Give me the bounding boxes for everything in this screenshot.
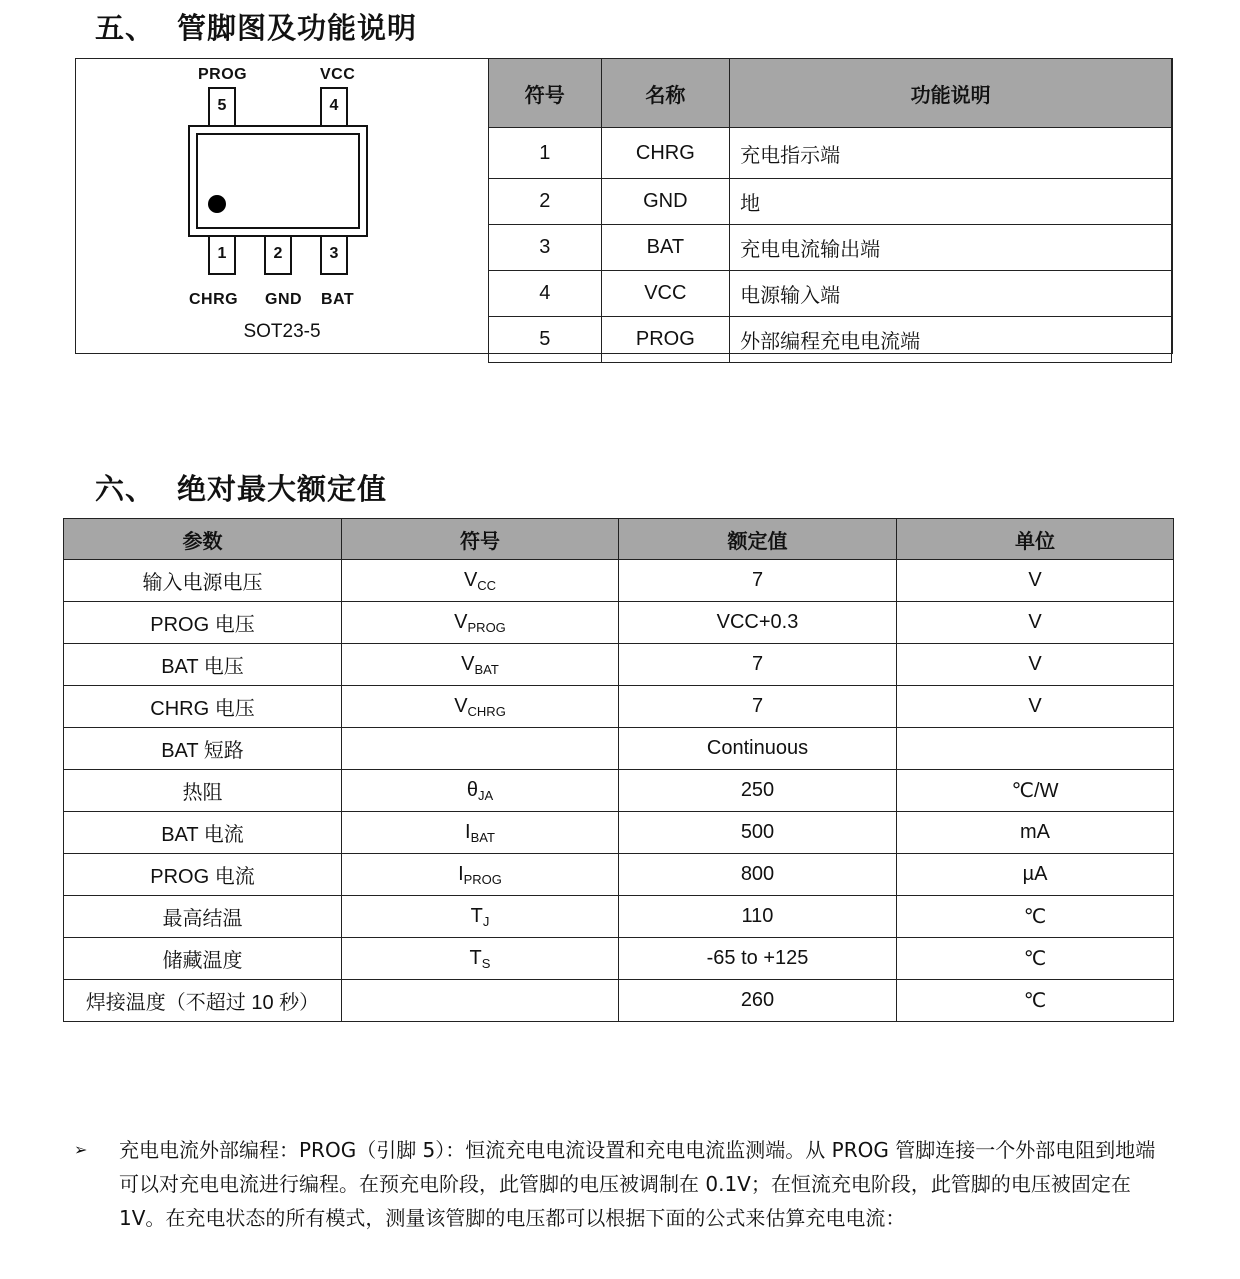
table-row [489,317,1172,363]
symbol-main: V [463,568,478,591]
bullet-arrow-icon: ➢ [74,1140,88,1159]
table-row [489,271,1172,317]
pin-number: 3 [489,225,602,271]
parameter-cell: PROG 电流 [64,854,342,896]
rating-value-cell: 7 [619,686,897,728]
parameter-cell: BAT 电压 [64,644,342,686]
table-row [64,644,1174,686]
section-6-title: 绝对最大额定值 [177,472,388,506]
pin-name: GND [601,179,730,225]
unit-cell [897,728,1174,770]
unit-cell: V [897,686,1174,728]
col-header-name: 名称 [601,59,730,128]
section-5-title: 管脚图及功能说明 [177,11,418,45]
pin-name: CHRG [601,128,730,179]
symbol-cell [342,854,619,896]
col-header-symbol: 符号 [489,59,602,128]
table-row [489,225,1172,271]
symbol-main: I [465,820,471,843]
pin-function-box [75,58,1173,354]
col-header-parameter: 参数 [64,519,342,560]
section-6-number: 六、 [95,472,156,506]
parameter-cell: 热阻 [64,770,342,812]
unit-cell: V [897,602,1174,644]
section-5-number: 五、 [95,11,156,45]
symbol-cell [342,812,619,854]
parameter-cell: 输入电源电压 [64,560,342,602]
pin-number: 4 [489,271,602,317]
package-label: SOT23-5 [243,321,321,342]
symbol-subscript: BAT [474,661,499,677]
unit-cell: V [897,644,1174,686]
symbol-cell [342,980,619,1022]
rating-value-cell: 260 [619,980,897,1022]
section-6-heading [95,467,387,508]
pin-label-prog: PROG [198,66,248,83]
symbol-main: V [454,694,468,717]
parameter-cell: BAT 电流 [64,812,342,854]
prog-note-text: 充电电流外部编程：PROG（引脚 5）：恒流充电电流设置和充电电流监测端。从 PROG 管脚连接一个外部电阻到地端可以对充电电流进行编程。在预充电阶段，此管脚的电压被调制在 0.1V；在恒流充电阶段，此管脚的电压被固定在 1V。在充电状态的所有模式，测量该管脚的电压都可以根据下面的公式来估算充电电流： [119,1138,1156,1230]
unit-cell: ℃ [897,896,1174,938]
pin-label-chrg: CHRG [189,291,239,308]
rating-value-cell: 110 [619,896,897,938]
pin-name: BAT [601,225,730,271]
pin-4: 4 [320,87,348,125]
table-row [64,896,1174,938]
pinout-diagram [76,59,489,353]
rating-value-cell: 250 [619,770,897,812]
pin-function: 充电指示端 [730,128,1172,179]
symbol-subscript: CHRG [467,703,506,719]
table-row [64,854,1174,896]
table-row [64,938,1174,980]
rating-value-cell: Continuous [619,728,897,770]
parameter-cell: BAT 短路 [64,728,342,770]
rating-value-cell: 500 [619,812,897,854]
rating-value-cell: 7 [619,644,897,686]
symbol-cell [342,728,619,770]
unit-cell: ℃ [897,938,1174,980]
table-row [489,179,1172,225]
chip-body [188,125,368,237]
symbol-subscript: S [481,955,491,971]
pin-name: PROG [601,317,730,363]
table-row [64,602,1174,644]
symbol-cell [342,602,619,644]
pin-function: 地 [730,179,1172,225]
symbol-subscript: CC [477,577,497,593]
pin-2: 2 [264,237,292,275]
symbol-cell [342,938,619,980]
rating-value-cell: 7 [619,560,897,602]
pin-label-bat: BAT [321,291,355,308]
col-header-function: 功能说明 [730,59,1172,128]
parameter-cell: CHRG 电压 [64,686,342,728]
rating-value-cell: -65 to +125 [619,938,897,980]
rating-value-cell: 800 [619,854,897,896]
symbol-cell [342,770,619,812]
pin1-marker-dot [208,195,226,213]
table-header-row [64,519,1174,560]
table-row [64,770,1174,812]
pin-function: 外部编程充电电流端 [730,317,1172,363]
table-row [64,980,1174,1022]
table-row [489,128,1172,179]
unit-cell: V [897,560,1174,602]
table-row [64,560,1174,602]
section-5-heading [95,6,417,47]
col-header-rating: 额定值 [619,519,897,560]
unit-cell: ℃ [897,980,1174,1022]
pin-number: 5 [489,317,602,363]
unit-cell: µA [897,854,1174,896]
parameter-cell: 储藏温度 [64,938,342,980]
parameter-cell: 最高结温 [64,896,342,938]
symbol-subscript: PROG [467,619,506,635]
table-header-row [489,59,1172,128]
pin-label-vcc: VCC [320,66,356,83]
symbol-subscript: BAT [470,829,495,845]
pin-number: 1 [489,128,602,179]
pin-3: 3 [320,237,348,275]
parameter-cell: 焊接温度（不超过 10 秒） [64,980,342,1022]
symbol-main: T [470,904,483,927]
pin-5: 5 [208,87,236,125]
unit-cell: mA [897,812,1174,854]
symbol-main: θ [466,778,478,801]
prog-note [74,1133,1174,1235]
symbol-subscript: JA [477,787,494,803]
unit-cell: ℃/W [897,770,1174,812]
table-row [64,686,1174,728]
symbol-cell [342,896,619,938]
table-row [64,728,1174,770]
pin-number: 2 [489,179,602,225]
symbol-subscript: J [482,913,490,929]
col-header-unit: 单位 [897,519,1174,560]
col-header-symbol: 符号 [342,519,619,560]
symbol-main: V [454,610,468,633]
ratings-body [64,560,1174,1022]
pin-label-gnd: GND [265,291,303,308]
pin-function-table [488,58,1172,363]
symbol-cell [342,560,619,602]
symbol-main: V [461,652,475,675]
pin-function: 充电电流输出端 [730,225,1172,271]
pin-name: VCC [601,271,730,317]
absolute-max-ratings-table [63,518,1174,1022]
symbol-cell [342,644,619,686]
rating-value-cell: VCC+0.3 [619,602,897,644]
symbol-main: I [458,862,464,885]
symbol-cell [342,686,619,728]
chip-inner-outline [196,133,360,229]
pin-1: 1 [208,237,236,275]
parameter-cell: PROG 电压 [64,602,342,644]
table-row [64,812,1174,854]
symbol-main: T [469,946,482,969]
symbol-subscript: PROG [463,871,502,887]
pin-function: 电源输入端 [730,271,1172,317]
